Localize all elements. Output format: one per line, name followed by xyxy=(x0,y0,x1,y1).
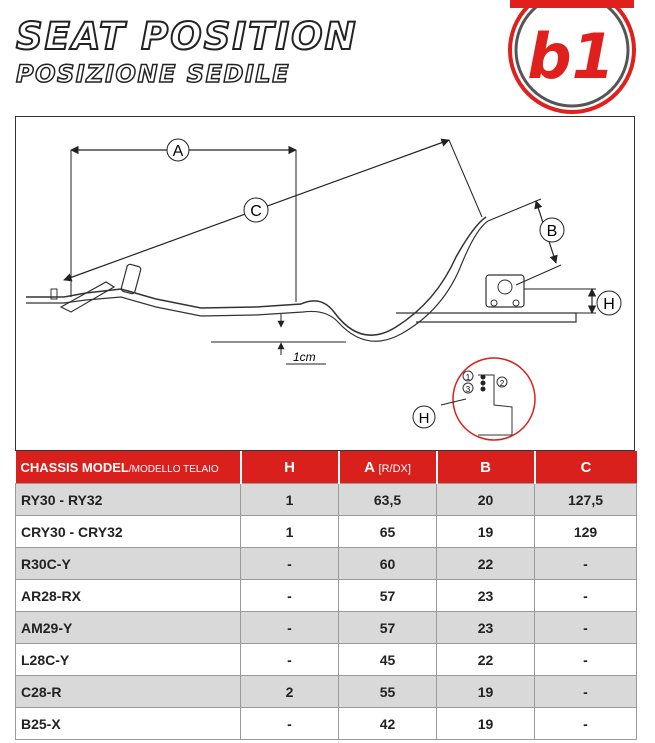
hole-label-1: 1 xyxy=(465,373,471,382)
hole-label-2: 2 xyxy=(499,379,505,388)
table-row xyxy=(16,676,637,708)
table-row xyxy=(16,580,637,612)
cell-b: 19 xyxy=(437,708,535,740)
logo-text: b1 xyxy=(527,20,615,93)
cell-c: - xyxy=(535,548,637,580)
cell-b: 22 xyxy=(437,644,535,676)
cell-b: 23 xyxy=(437,580,535,612)
cell-h: 1 xyxy=(241,516,339,548)
detail-label-h: H xyxy=(418,410,430,427)
cell-c: - xyxy=(535,644,637,676)
header-a: A [R/DX] xyxy=(339,451,437,484)
table-row xyxy=(16,548,637,580)
cell-a: 65 xyxy=(339,516,437,548)
table-row xyxy=(16,484,637,516)
header-h: H xyxy=(241,451,339,484)
cell-c: 127,5 xyxy=(535,484,637,516)
cell-h: - xyxy=(241,580,339,612)
cell-a: 63,5 xyxy=(339,484,437,516)
hole-label-3: 3 xyxy=(465,385,471,394)
cell-c: - xyxy=(535,580,637,612)
cell-a: 45 xyxy=(339,644,437,676)
dimension-label-a: A xyxy=(172,143,184,160)
cell-model: RY30 - RY32 xyxy=(16,484,241,516)
page-title: SEAT POSITION xyxy=(16,15,358,58)
cell-a: 57 xyxy=(339,580,437,612)
cell-model: L28C-Y xyxy=(16,644,241,676)
cell-a: 42 xyxy=(339,708,437,740)
dimension-label-c: C xyxy=(250,203,262,220)
cell-b: 22 xyxy=(437,548,535,580)
cell-model: CRY30 - CRY32 xyxy=(16,516,241,548)
dimension-label-b: B xyxy=(546,223,558,240)
table-row xyxy=(16,516,637,548)
cell-model: AR28-RX xyxy=(16,580,241,612)
header-chassis-model: CHASSIS MODEL/MODELLO TELAIO xyxy=(16,451,241,484)
table-row xyxy=(16,708,637,740)
cell-b: 19 xyxy=(437,676,535,708)
dimension-label-h: H xyxy=(603,296,615,313)
cell-h: 2 xyxy=(241,676,339,708)
cell-b: 19 xyxy=(437,516,535,548)
cell-model: AM29-Y xyxy=(16,612,241,644)
cell-h: - xyxy=(241,644,339,676)
seat-position-table xyxy=(15,451,637,740)
table-header-row xyxy=(16,451,637,484)
cell-a: 57 xyxy=(339,612,437,644)
cell-h: - xyxy=(241,708,339,740)
table-row xyxy=(16,644,637,676)
chassis-drawing xyxy=(16,117,636,452)
cell-a: 60 xyxy=(339,548,437,580)
cell-model: B25-X xyxy=(16,708,241,740)
header-b: B xyxy=(437,451,535,484)
cell-h: - xyxy=(241,548,339,580)
cell-c: - xyxy=(535,676,637,708)
cell-h: 1 xyxy=(241,484,339,516)
seat-position-diagram xyxy=(15,116,635,451)
cell-c: - xyxy=(535,612,637,644)
cell-c: - xyxy=(535,708,637,740)
scale-label: 1cm xyxy=(293,350,316,364)
cell-h: - xyxy=(241,612,339,644)
brand-logo xyxy=(505,0,639,116)
cell-b: 23 xyxy=(437,612,535,644)
cell-a: 55 xyxy=(339,676,437,708)
page-subtitle: POSIZIONE SEDILE xyxy=(16,60,290,88)
table-row xyxy=(16,612,637,644)
header-c: C xyxy=(535,451,637,484)
cell-model: R30C-Y xyxy=(16,548,241,580)
cell-model: C28-R xyxy=(16,676,241,708)
cell-b: 20 xyxy=(437,484,535,516)
cell-c: 129 xyxy=(535,516,637,548)
